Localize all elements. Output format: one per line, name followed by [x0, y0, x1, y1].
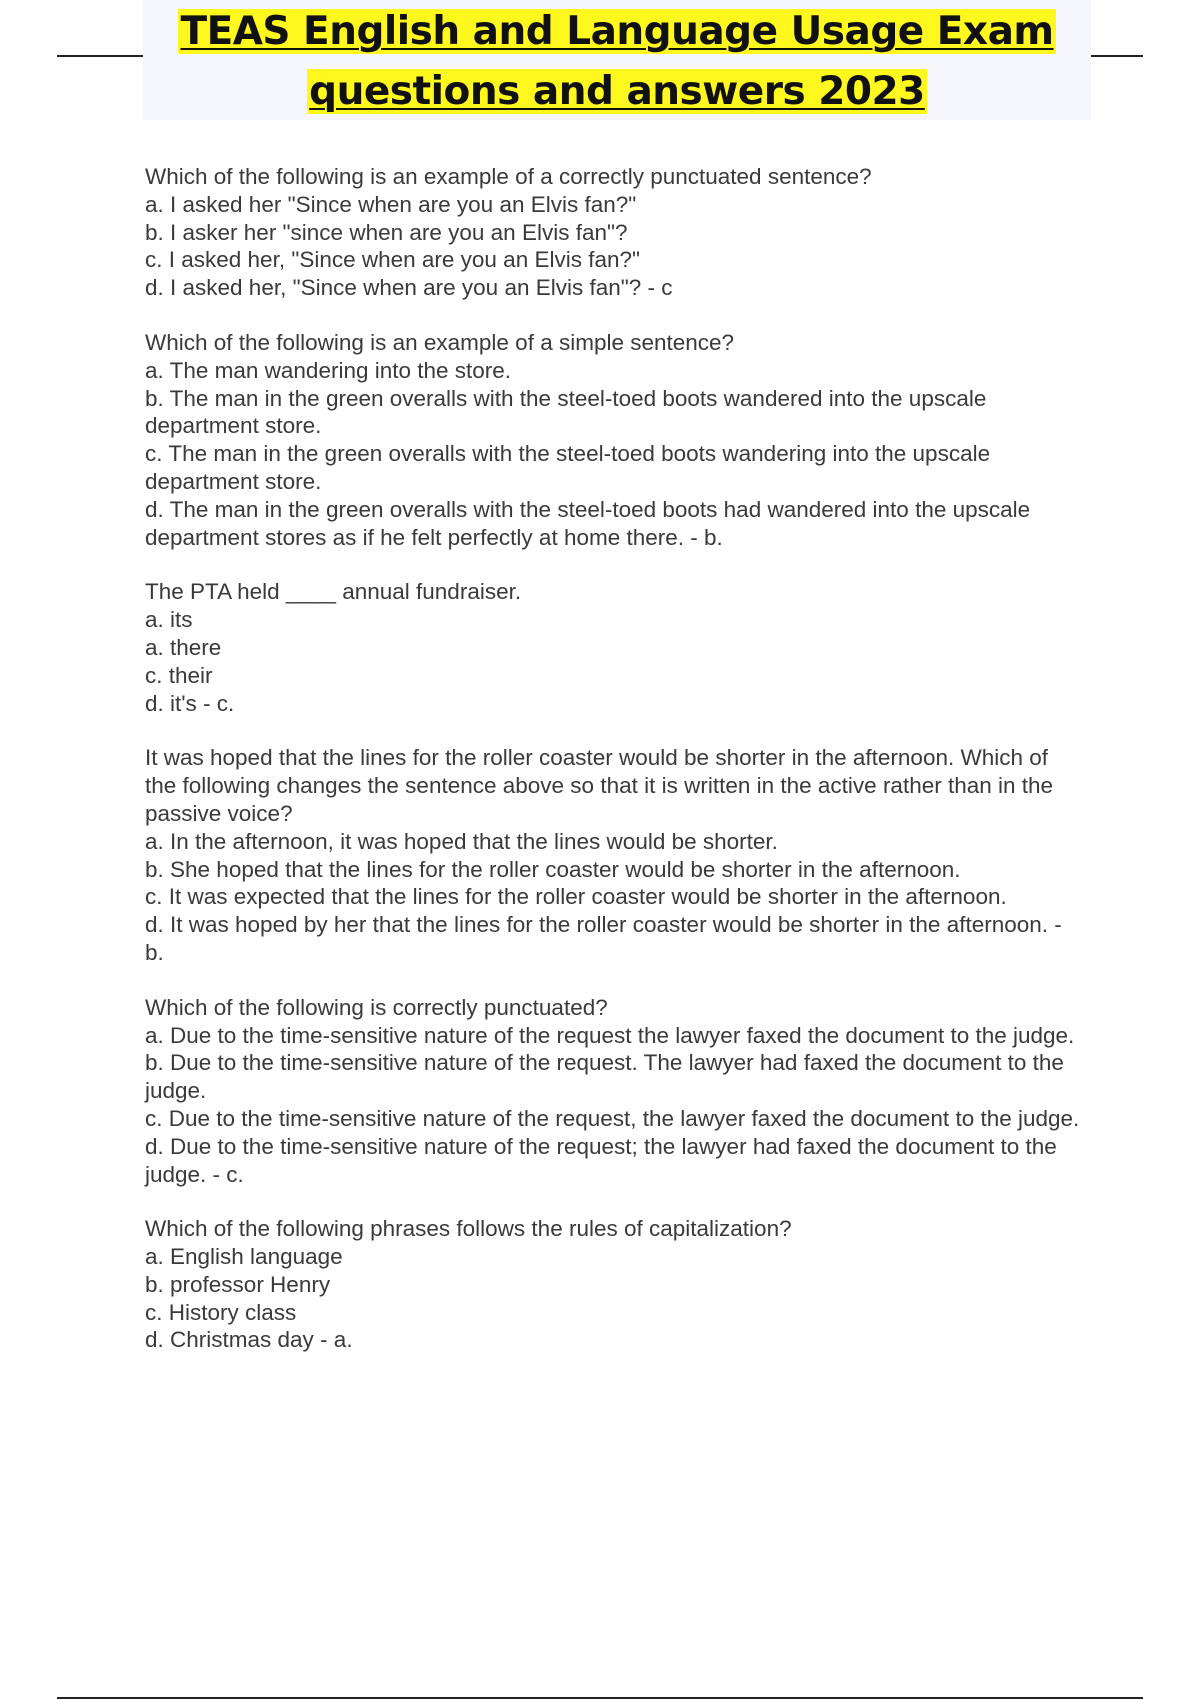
answer-option: a. there — [145, 634, 222, 660]
question-block — [145, 1215, 1085, 1354]
question-block — [145, 744, 1085, 966]
answer-option: a. English language — [145, 1244, 343, 1270]
answer-option: a. Due to the time-sensitive nature of the request the lawyer faxed the document to the judge. — [145, 1022, 1075, 1048]
title-line-1: TEAS English and Language Usage Exam — [180, 9, 1054, 54]
answer-option: c. The man in the green overalls with the steel-toed boots wandering into the upscale department store. — [145, 441, 991, 494]
answer-option: b. professor Henry — [145, 1271, 331, 1297]
answer-option: d. The man in the green overalls with the steel-toed boots had wandered into the upscale department stores as if he felt perfectly at home there. - b. — [145, 496, 1031, 550]
answer-option: a. In the afternoon, it was hoped that the lines would be shorter. — [145, 828, 778, 854]
answer-option: d. Due to the time-sensitive nature of the request; the lawyer had faxed the document to the judge. - c. — [145, 1133, 1057, 1187]
question-prompt: Which of the following phrases follows the rules of capitalization? — [145, 1216, 792, 1242]
question-prompt: Which of the following is an example of a correctly punctuated sentence? — [145, 164, 872, 189]
question-block — [145, 578, 1085, 717]
answer-option: a. The man wandering into the store. — [145, 357, 512, 383]
answer-option: a. I asked her "Since when are you an Elvis fan?" — [145, 191, 637, 217]
question-block — [145, 329, 1085, 551]
question-prompt: The PTA held ____ annual fundraiser. — [145, 579, 522, 605]
answer-option: b. I asker her "since when are you an Elvis fan"? — [145, 219, 628, 245]
answer-option: c. Due to the time-sensitive nature of the request, the lawyer faxed the document to the judge. — [145, 1105, 1080, 1131]
answer-option: c. their — [145, 662, 213, 688]
question-prompt: Which of the following is correctly punctuated? — [145, 994, 608, 1020]
question-prompt: It was hoped that the lines for the roller coaster would be shorter in the afternoon. Which of the following changes the sentence above so that it is written in the active rather than in the passive voice? — [145, 745, 1054, 826]
question-block — [145, 163, 1085, 302]
answer-option: d. Christmas day - a. — [145, 1327, 353, 1353]
answer-option: c. I asked her, "Since when are you an Elvis fan?" — [145, 247, 640, 273]
document-title — [143, 2, 1091, 122]
answer-option: c. It was expected that the lines for the roller coaster would be shorter in the afternoon. — [145, 884, 1007, 910]
header-rule-left — [57, 55, 143, 57]
answer-option: b. The man in the green overalls with the steel-toed boots wandered into the upscale department store. — [145, 385, 987, 439]
title-line-2: questions and answers 2023 — [309, 69, 925, 114]
answer-option: c. History class — [145, 1299, 297, 1325]
answer-option: b. Due to the time-sensitive nature of the request. The lawyer had faxed the document to the judge. — [145, 1050, 1064, 1104]
question-block — [145, 994, 1085, 1189]
answer-option: d. it's - c. — [145, 690, 235, 716]
footer-rule — [57, 1697, 1143, 1699]
answer-option: a. its — [145, 607, 193, 633]
questions-list — [145, 163, 1085, 1381]
answer-option: b. She hoped that the lines for the roller coaster would be shorter in the afternoon. — [145, 856, 961, 882]
header-rule-right — [1091, 55, 1143, 57]
answer-option: d. I asked her, "Since when are you an Elvis fan"? - c — [145, 275, 673, 301]
answer-option: d. It was hoped by her that the lines for the roller coaster would be shorter in the afternoon. - b. — [145, 912, 1062, 965]
question-prompt: Which of the following is an example of a simple sentence? — [145, 329, 735, 355]
